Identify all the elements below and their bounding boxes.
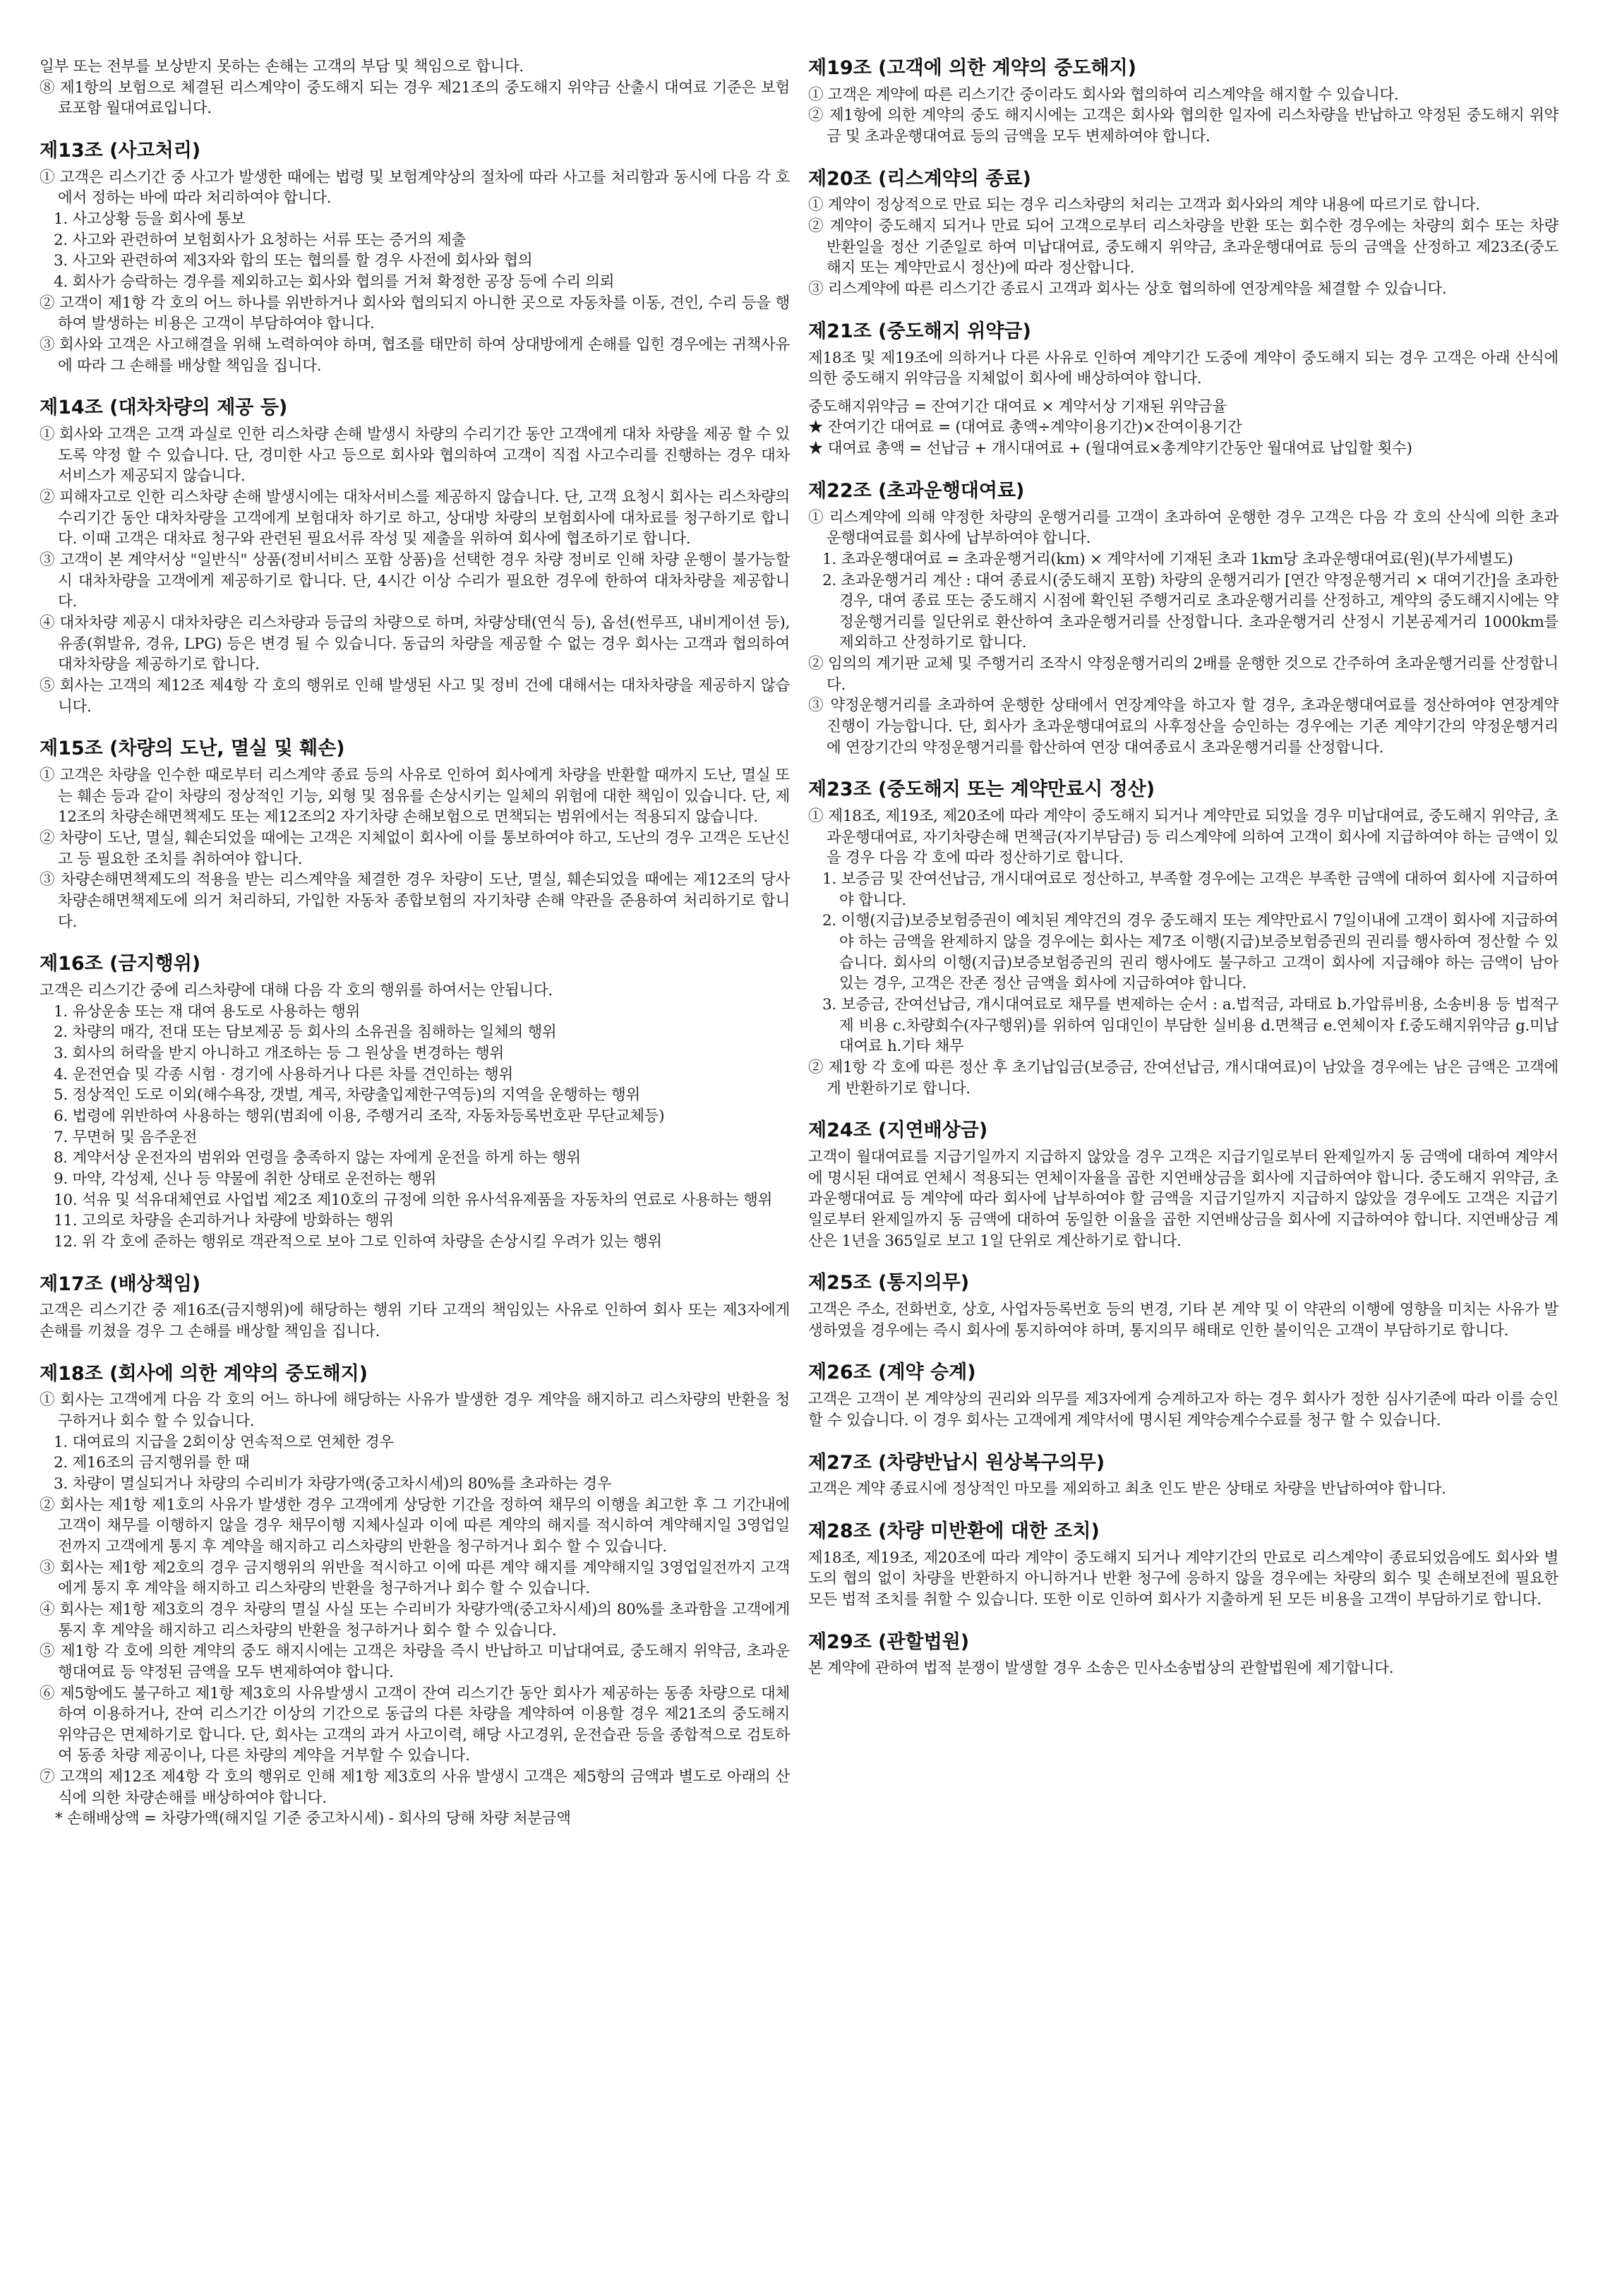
article-section [808, 167, 1558, 300]
numbered-item: 10. 석유 및 석유대체연료 사업법 제2조 제10호의 규정에 의한 유사석유제품을 자동차의 연료로 사용하는 행위 [54, 1191, 773, 1209]
article-heading: 제18조 (회사에 의한 계약의 중도해지) [40, 1362, 368, 1385]
numbered-item: 2. 초과운행거리 계산 : 대여 종료시(중도해지 포함) 차량의 운행거리가 [연간 약정운행거리 × 대여기간]을 초과한 경우, 대여 종료 또는 중도해지 시점에 확인된 주행거리로 초과운행거리를 산정하고, 계약의 중도해지시에는 약정운행거리를 일단위로 환산하여 초과운행거리를 산정합니다. 초과운행거리 산정시 기본공제거리 1000km를 제외하고 산정하기로 합니다. [822, 571, 1558, 652]
article-heading: 제17조 (배상책임) [40, 1273, 201, 1295]
clause-paragraph: ② 제1항 각 호에 따른 정산 후 초기납입금(보증금, 잔여선납금, 개시대여료)이 남았을 경우에는 남은 금액은 고객에게 반환하기로 합니다. [808, 1059, 1558, 1098]
spacer [808, 390, 1558, 397]
article-heading: 제13조 (사고처리) [40, 139, 201, 162]
numbered-item: 3. 보증금, 잔여선납금, 개시대여료로 채무를 변제하는 순서 : a.법적금, 과태료 b.가압류비용, 소송비용 등 법적구제 비용 c.차량회수(자구행위)를 위하여 임대인이 부담한 실비용 d.면책금 e.연체이자 f.중도해지위약금 g.미납대여료 h.기타 채무 [822, 996, 1558, 1056]
numbered-item: 1. 사고상황 등을 회사에 통보 [54, 210, 246, 229]
article-section [808, 778, 1558, 1099]
numbered-item: 1. 대여료의 지급을 2회이상 연속적으로 연체한 경우 [54, 1433, 394, 1451]
text-paragraph: ★ 잔여기간 대여료 = (대여료 총액÷계약이용기간)×잔여이용기간 [808, 419, 1242, 437]
clause-paragraph: ① 고객은 리스기간 중 사고가 발생한 때에는 법령 및 보험계약상의 절차에 따라 사고를 처리함과 동시에 다음 각 호에서 정하는 바에 따라 처리하여야 합니다. [40, 168, 790, 208]
clause-paragraph: ⑧ 제1항의 보험으로 체결된 리스계약이 중도해지 되는 경우 제21조의 중도해지 위약금 산출시 대여료 기준은 보험료포함 월대여료입니다. [40, 78, 790, 118]
numbered-item: 3. 차량이 멸실되거나 차량의 수리비가 차량가액(중고차시세)의 80%를 초과하는 경우 [54, 1474, 612, 1493]
article-section [40, 139, 790, 376]
numbered-item: 1. 보증금 및 잔여선납금, 개시대여료로 정산하고, 부족할 경우에는 고객은 부족한 금액에 대하여 회사에 지급하여야 합니다. [822, 870, 1558, 909]
article-heading: 제14조 (대차차량의 제공 등) [40, 397, 288, 419]
numbered-item: 5. 정상적인 도로 이외(해수욕장, 갯벌, 계곡, 차량출입제한구역등)의 지역을 운행하는 행위 [54, 1086, 640, 1105]
clause-paragraph: ③ 약정운행거리를 초과하여 운행한 상태에서 연장계약을 하고자 할 경우, 초과운행대여료를 정산하여야 연장계약 진행이 가능합니다. 단, 회사가 초과운행대여료의 사후정산을 승인하는 경우에는 기존 계약기간의 약정운행거리에 연장기간의 약정운행거리를 합산하여 연장 대여종료시 초과운행거리를 산정합니다. [808, 697, 1558, 757]
numbered-item: 2. 사고와 관련하여 보험회사가 요청하는 서류 또는 증거의 제출 [54, 231, 466, 249]
text-paragraph: * 손해배상액 = 차량가액(해지일 기준 중고차시세) - 회사의 당해 차량 처분금액 [55, 1810, 571, 1828]
article-heading: 제29조 (관할법원) [808, 1630, 970, 1653]
numbered-item: 3. 사고와 관련하여 제3자와 합의 또는 협의를 할 경우 사전에 회사와 협의 [54, 252, 533, 270]
article-heading: 제16조 (금지행위) [40, 953, 201, 975]
clause-paragraph: ④ 회사는 제1항 제3호의 경우 차량의 멸실 사실 또는 수리비가 차량가액(중고차시세)의 80%를 초과함을 고객에게 통지 후 계약을 해지하고 리스차량의 반환을 청구하거나 회수 할 수 있습니다. [40, 1600, 790, 1640]
article-section [808, 1271, 1558, 1341]
clause-paragraph: ② 피해자고로 인한 리스차량 손해 발생시에는 대차서비스를 제공하지 않습니다. 단, 고객 요청시 회사는 리스차량의 수리기간 동안 대차차량을 고객에게 보험대차 하기로 하고, 상대방 차량의 보험회사에 대차료를 청구하기로 합니다. 이때 고객은 대차료 청구와 관련된 필요서류 작성 및 제출을 위하여 회사에 협조하기로 합니다. [40, 488, 790, 548]
article-heading: 제15조 (차량의 도난, 멸실 및 훼손) [40, 738, 345, 760]
clause-paragraph: ② 계약이 중도해지 되거나 만료 되어 고객으로부터 리스차량을 반환 또는 회수한 경우에는 차량의 회수 또는 차량 반환일을 정산 기준일로 하여 미납대여료, 중도해지 위약금, 초과운행대여료 등의 금액을 산정하고 제23조(중도해지 또는 계약만료시 정산)에 따라 정산합니다. [808, 217, 1558, 277]
numbered-item: 9. 마약, 각성제, 신나 등 약물에 취한 상태로 운전하는 행위 [54, 1170, 437, 1188]
clause-paragraph: ③ 회사는 제1항 제2호의 경우 금지행위의 위반을 적시하고 이에 따른 계약 해지를 계약해지일 3영업일전까지 고객에게 통지 후 계약을 해지하고 리스차량의 반환을 청구하거나 회수 할 수 있습니다. [40, 1558, 790, 1598]
clause-paragraph: ⑥ 제5항에도 불구하고 제1항 제3호의 사유발생시 고객이 잔여 리스기간 동안 회사가 제공하는 동종 차량으로 대체하여 이용하거나, 잔여 리스기간 이상의 기간으로 동급의 다른 차량을 계약하여 이용할 경우 제21조의 중도해지 위약금은 면제하기로 합니다. 단, 회사는 고객의 과거 사고이력, 해당 사고경위, 운전습관 등을 종합적으로 검토하여 동종 차량 제공이나, 다른 차량의 계약을 거부할 수 있습니다. [40, 1684, 790, 1765]
article-heading: 제26조 (계약 승계) [808, 1362, 976, 1384]
text-paragraph: 제18조 및 제19조에 의하거나 다른 사유로 인하여 계약기간 도중에 계약이 중도해지 되는 경우 고객은 아래 산식에 의한 중도해지 위약금을 지체없이 회사에 배상하여야 합니다. [808, 349, 1558, 388]
numbered-item: 7. 무면허 및 음주운전 [54, 1128, 198, 1146]
text-paragraph: ★ 대여료 총액 = 선납금 + 개시대여료 + (월대여료×총계약기간동안 월대여료 납입할 횟수) [808, 440, 1412, 458]
article-heading: 제20조 (리스계약의 종료) [808, 167, 1031, 190]
numbered-item: 4. 회사가 승락하는 경우를 제외하고는 회사와 협의를 거쳐 확정한 공장 등에 수리 의뢰 [54, 273, 615, 291]
text-paragraph: 고객은 고객이 본 계약상의 권리와 의무를 제3자에게 승계하고자 하는 경우 회사가 정한 심사기준에 따라 이를 승인할 수 있습니다. 이 경우 회사는 고객에게 계약서에 명시된 계약승계수수료를 청구 할 수 있습니다. [808, 1390, 1558, 1429]
article-heading: 제28조 (차량 미반환에 대한 조치) [808, 1520, 1100, 1542]
numbered-item: 4. 운전연습 및 각종 시험 · 경기에 사용하거나 다른 차를 견인하는 행위 [54, 1065, 513, 1083]
numbered-item: 3. 회사의 허락을 받지 아니하고 개조하는 등 그 원상을 변경하는 행위 [54, 1044, 504, 1062]
article-section [40, 1273, 790, 1342]
text-paragraph: 고객은 리스기간 중 제16조(금지행위)에 해당하는 행위 기타 고객의 책임있는 사유로 인하여 회사 또는 제3자에게 손해를 끼쳤을 경우 그 손해를 배상할 책임을 집니다. [40, 1302, 790, 1340]
text-paragraph: 고객은 주소, 전화번호, 상호, 사업자등록번호 등의 변경, 기타 본 계약 및 이 약관의 이행에 영향을 미치는 사유가 발생하였을 경우에는 즉시 회사에 통지하여야 하며, 통지의무 해태로 인한 불이익은 고객이 부담하기로 합니다. [808, 1301, 1558, 1340]
clause-paragraph: ① 회사는 고객에게 다음 각 호의 어느 하나에 해당하는 사유가 발생한 경우 계약을 해지하고 리스차량의 반환을 청구하거나 회수 할 수 있습니다. [40, 1391, 790, 1430]
clause-paragraph: ① 고객은 차량을 인수한 때로부터 리스계약 종료 등의 사유로 인하여 회사에게 차량을 반환할 때까지 도난, 멸실 또는 훼손 등과 같이 차량의 정상적인 기능, 외형 및 점유를 손상시키는 일체의 위험에 대한 책임이 있습니다. 단, 제12조의 차량손해면책제도 또는 제12조의2 자기차량 손해보험으로 면책되는 범위에서는 적용되지 않습니다. [40, 766, 790, 827]
article-section [40, 737, 790, 932]
clause-paragraph: ⑤ 회사는 고객의 제12조 제4항 각 호의 행위로 인해 발생된 사고 및 정비 건에 대해서는 대차차량을 제공하지 않습니다. [40, 676, 790, 716]
text-paragraph: 제18조, 제19조, 제20조에 따라 계약이 중도해지 되거나 계약기간의 만료로 리스계약이 종료되었음에도 회사와 별도의 협의 없이 차량을 반환하지 아니하거나 반환 청구에 응하지 않을 경우에는 차량의 회수 및 손해보전에 필요한 모든 법적 조치를 취할 수 있습니다. 또한 이로 인하여 회사가 지출하게 된 모든 비용을 고객이 부담하기로 합니다. [808, 1549, 1558, 1609]
article-heading: 제21조 (중도해지 위약금) [808, 320, 1031, 342]
numbered-item: 6. 법령에 위반하여 사용하는 행위(범죄에 이용, 주행거리 조작, 자동차등록번호판 무단교체등) [54, 1107, 665, 1125]
article-section [808, 1119, 1558, 1251]
text-paragraph: 고객은 리스기간 중에 리스차량에 대해 다음 각 호의 행위를 하여서는 안됩니다. [40, 981, 553, 999]
article-heading: 제25조 (통지의무) [808, 1272, 970, 1294]
numbered-item: 1. 초과운행대여료 = 초과운행거리(km) × 계약서에 기재된 초과 1km당 초과운행대여료(원)(부가세별도) [822, 550, 1513, 568]
numbered-item: 2. 이행(지급)보증보험증권이 예치된 계약건의 경우 중도해지 또는 계약만료시 7일이내에 고객이 회사에 지급하여야 하는 금액을 완제하지 않을 경우에는 회사는 제7조 이행(지급)보증보험증권의 권리를 행사하여 정산할 수 있습니다. 회사의 이행(지급)보증보험증권의 권리 행사에도 불구하고 고객이 회사에 지급해야 하는 금액이 남아 있는 경우, 고객은 잔존 정산 금액을 회사에 지급하여야 합니다. [822, 912, 1558, 993]
article-heading: 제24조 (지연배상금) [808, 1119, 988, 1142]
article-heading: 제19조 (고객에 의한 계약의 중도해지) [808, 57, 1136, 79]
clause-paragraph: ③ 리스계약에 따른 리스기간 종료시 고객과 회사는 상호 협의하에 연장계약을 체결할 수 있습니다. [808, 280, 1447, 299]
clause-paragraph: ③ 회사와 고객은 사고해결을 위해 노력하여야 하며, 협조를 태만히 하여 상대방에게 손해를 입힌 경우에는 귀책사유에 따라 그 손해를 배상할 책임을 집니다. [40, 335, 790, 375]
article-section [40, 952, 790, 1252]
clause-paragraph: ② 회사는 제1항 제1호의 사유가 발생한 경우 고객에게 상당한 기간을 정하여 채무의 이행을 최고한 후 그 기간내에 고객이 채무를 이행하지 않을 경우 채무이행 지체사실과 이에 따른 계약의 해지를 적시하여 계약해지일 3영업일전까지 고객에게 통지 후 계약을 해지하고 리스차량의 반환을 청구하거나 회수 할 수 있습니다. [40, 1496, 790, 1556]
article-section [808, 56, 1558, 148]
text-paragraph: 본 계약에 관하여 법적 분쟁이 발생할 경우 소송은 민사소송법상의 관할법원에 제기합니다. [808, 1659, 1394, 1678]
article-continuation [40, 56, 790, 119]
numbered-item: 11. 고의로 차량을 손괴하거나 차량에 방화하는 행위 [54, 1212, 394, 1230]
article-section [40, 1362, 790, 1830]
numbered-item: 2. 차량의 매각, 전대 또는 담보제공 등 회사의 소유권을 침해하는 일체의 행위 [54, 1023, 557, 1042]
article-heading: 제23조 (중도해지 또는 계약만료시 정산) [808, 779, 1155, 801]
article-heading: 제27조 (차량반납시 원상복구의무) [808, 1451, 1105, 1474]
numbered-item: 12. 위 각 호에 준하는 행위로 객관적으로 보아 그로 인하여 차량을 손상시킬 우려가 있는 행위 [54, 1232, 662, 1251]
article-section [808, 479, 1558, 759]
numbered-item: 8. 계약서상 운전자의 범위와 연령을 충족하지 않는 자에게 운전을 하게 하는 행위 [54, 1149, 581, 1167]
clause-paragraph: ② 제1항에 의한 계약의 중도 해지시에는 고객은 회사와 협의한 일자에 리스차량을 반납하고 약정된 중도해지 위약금 및 초과운행대여료 등의 금액을 모두 변제하여야 합니다. [808, 107, 1558, 146]
article-section [808, 320, 1558, 459]
clause-paragraph: ③ 차량손해면책제도의 적용을 받는 리스계약을 체결한 경우 차량이 도난, 멸실, 훼손되었을 때에는 제12조의 당사 차량손해면책제도에 의거 처리하되, 가입한 자동차 종합보험의 자기차량 손해 약관을 준용하여 처리하기로 합니다. [40, 871, 790, 931]
text-paragraph: 중도해지위약금 = 잔여기간 대여료 × 계약서상 기재된 위약금율 [808, 397, 1227, 416]
article-section [808, 1630, 1558, 1679]
article-section [808, 1361, 1558, 1431]
right-column [808, 56, 1558, 1849]
clause-paragraph: ③ 고객이 본 계약서상 "일반식" 상품(정비서비스 포함 상품)을 선택한 경우 차량 정비로 인해 차량 운행이 불가능할 시 대차차량을 고객에게 제공하기로 합니다. 단, 4시간 이상 수리가 필요한 경우에 한하여 대차차량을 제공합니다. [40, 551, 790, 611]
article-section [808, 1520, 1558, 1611]
clause-paragraph: ① 리스계약에 의해 약정한 차량의 운행거리를 고객이 초과하여 운행한 경우 고객은 다음 각 호의 산식에 의한 초과운행대여료를 회사에 납부하여야 합니다. [808, 508, 1558, 548]
text-paragraph: 고객은 계약 종료시에 정상적인 마모를 제외하고 최초 인도 받은 상태로 차량을 반납하여야 합니다. [808, 1480, 1446, 1498]
clause-paragraph: ④ 대차차량 제공시 대차차량은 리스차량과 등급의 차량으로 하며, 차량상태(연식 등), 옵션(썬루프, 내비게이션 등), 유종(휘발유, 경유, LPG) 등은 변경 될 수 있습니다. 동급의 차량을 제공할 수 없는 경우 회사는 고객과 협의하여 대차차량을 제공하기로 합니다. [40, 613, 790, 674]
clause-paragraph: ⑦ 고객의 제12조 제4항 각 호의 행위로 인해 제1항 제3호의 사유 발생시 고객은 제5항의 금액과 별도로 아래의 산식에 의한 차량손해를 배상하여야 합니다. [40, 1768, 790, 1807]
clause-paragraph: ① 고객은 계약에 따른 리스기간 중이라도 회사와 협의하여 리스계약을 해지할 수 있습니다. [808, 85, 1399, 104]
clause-paragraph: ② 임의의 계기판 교체 및 주행거리 조작시 약정운행거리의 2배를 운행한 것으로 간주하여 초과운행거리를 산정합니다. [808, 655, 1558, 694]
article-heading: 제22조 (초과운행대여료) [808, 479, 1025, 502]
left-column [40, 56, 790, 1849]
clause-paragraph: ⑤ 제1항 각 호에 의한 계약의 중도 해지시에는 고객은 차량을 즉시 반납하고 미납대여료, 중도해지 위약금, 초과운행대여료 등 약정된 금액을 모두 변제하여야 합니다. [40, 1642, 790, 1681]
article-section [808, 1451, 1558, 1500]
numbered-item: 2. 제16조의 금지행위를 한 때 [54, 1454, 250, 1472]
clause-paragraph: ② 차량이 도난, 멸실, 훼손되었을 때에는 고객은 지체없이 회사에 이를 통보하여야 하고, 도난의 경우 고객은 도난신고 등 필요한 조치를 취하여야 합니다. [40, 829, 790, 868]
clause-paragraph: ① 제18조, 제19조, 제20조에 따라 계약이 중도해지 되거나 계약만료 되었을 경우 미납대여료, 중도해지 위약금, 초과운행대여료, 자기차량손해 면책금(자기부담금) 등 리스계약에 의하여 고객이 회사에 지급하여야 하는 금액이 있을 경우 다음 각 호에 따라 정산하기로 합니다. [808, 807, 1558, 867]
article-section [40, 396, 790, 717]
clause-paragraph: ① 계약이 정상적으로 만료 되는 경우 리스차량의 처리는 고객과 회사와의 계약 내용에 따르기로 합니다. [808, 196, 1480, 215]
clause-paragraph: ② 고객이 제1항 각 호의 어느 하나를 위반하거나 회사와 협의되지 아니한 곳으로 자동차를 이동, 견인, 수리 등을 행하여 발생하는 비용은 고객이 부담하여야 합니다. [40, 294, 790, 333]
text-paragraph: 고객이 월대여료를 지급기일까지 지급하지 않았을 경우 고객은 지급기일로부터 완제일까지 동 금액에 대하여 계약서에 명시된 대여료 연체시 적용되는 연체이자율을 곱한 지연배상금을 회사에 지급하여야 합니다. 중도해지 위약금, 초과운행대여료 등 계약에 따라 회사에 납부하여야 할 금액을 지급기일까지 지급하지 않았을 경우에도 고객은 지급기일로부터 완제일까지 동 금액에 대하여 동일한 이율을 곱한 지연배상금을 회사에 지급하여야 합니다. 지연배상금 계산은 1년을 365일로 보고 1일 단위로 계산하기로 합니다. [808, 1148, 1558, 1250]
text-paragraph: 일부 또는 전부를 보상받지 못하는 손해는 고객의 부담 및 책임으로 합니다. [40, 58, 524, 76]
clause-paragraph: ① 회사와 고객은 고객 과실로 인한 리스차량 손해 발생시 차량의 수리기간 동안 고객에게 대차 차량을 제공 할 수 있도록 약정 할 수 있습니다. 단, 경미한 사고 등으로 회사와 협의하여 고객이 직접 사고수리를 진행하는 경우 대차서비스가 제공되지 않습니다. [40, 426, 790, 486]
numbered-item: 1. 유상운송 또는 재 대여 용도로 사용하는 행위 [54, 1002, 361, 1021]
